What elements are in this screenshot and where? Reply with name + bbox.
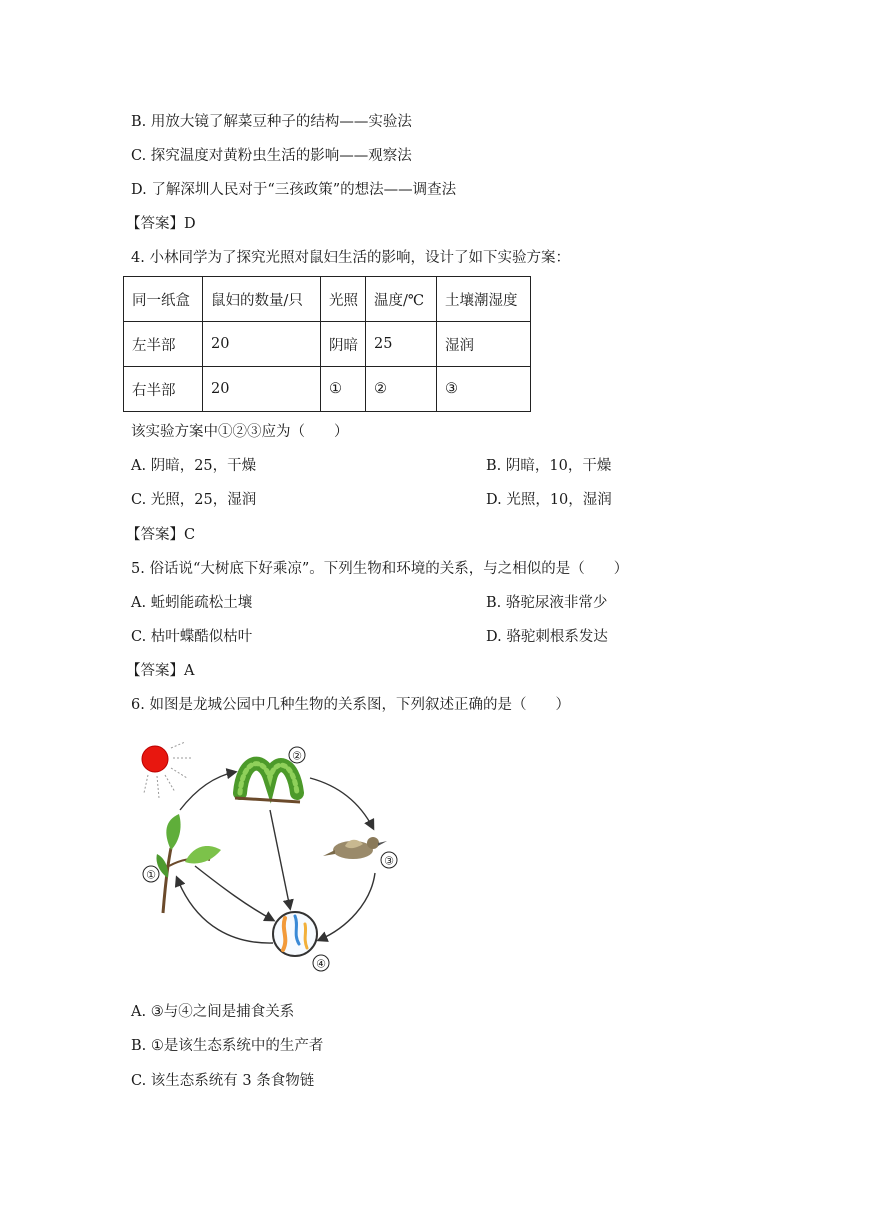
table-header-cell: 鼠妇的数量/只 [203,277,321,322]
table-cell: 阴暗 [321,322,366,367]
table-cell: 20 [203,322,321,367]
q5-option-d: D. 骆驼刺根系发达 [486,629,608,645]
ecosystem-diagram [135,738,405,978]
q6-option-c: C. 该生态系统有 3 条食物链 [131,1073,315,1089]
q4-option-a: A. 阴暗，25，干燥 [131,458,257,474]
table-cell: ① [321,367,366,412]
q5-answer: 【答案】A [126,663,195,679]
q3-option-c: C. 探究温度对黄粉虫生活的影响——观察法 [131,148,412,164]
table-header-row [124,277,531,322]
q4-answer: 【答案】C [126,527,196,543]
figure-label-2 [289,747,305,763]
q4-option-c: C. 光照，25，湿润 [131,492,257,508]
q4-option-b: B. 阴暗，10，干燥 [486,458,612,474]
figure-label-text: ① [146,868,156,882]
table-header-cell: 光照 [321,277,366,322]
figure-label-text: ④ [316,957,326,971]
q3-answer: 【答案】D [126,216,196,232]
q6-option-b: B. ①是该生态系统中的生产者 [131,1038,324,1054]
table-header-cell: 同一纸盒 [124,277,203,322]
bird-icon [323,837,387,859]
table-cell: ② [366,367,437,412]
table-header-cell: 温度/℃ [366,277,437,322]
plant-icon [156,814,221,913]
table-header-cell: 土壤潮湿度 [437,277,531,322]
q5-option-b: B. 骆驼尿液非常少 [486,595,608,611]
q5-option-a: A. 蚯蚓能疏松土壤 [131,595,253,611]
q4-stem: 4. 小林同学为了探究光照对鼠妇生活的影响，设计了如下实验方案： [131,250,570,266]
table-cell: 湿润 [437,322,531,367]
q5-option-c: C. 枯叶蝶酷似枯叶 [131,629,253,645]
figure-label-4 [313,955,329,971]
figure-label-3 [381,852,397,868]
decomposer-icon [273,912,317,956]
figure-label-text: ③ [384,854,394,868]
table-cell: 右半部 [124,367,203,412]
table-row [124,322,531,367]
table-cell: ③ [437,367,531,412]
q4-option-d: D. 光照，10，湿润 [486,492,612,508]
q6-stem: 6. 如图是龙城公园中几种生物的关系图，下列叙述正确的是（ ） [131,697,570,713]
figure-label-text: ② [292,749,302,763]
q3-option-b: B. 用放大镜了解菜豆种子的结构——实验法 [131,114,412,130]
q4-question: 该实验方案中①②③应为（ ） [131,424,349,440]
table-cell: 25 [366,322,437,367]
table-cell: 左半部 [124,322,203,367]
table-cell: 20 [203,367,321,412]
q6-option-a: A. ③与④之间是捕食关系 [131,1004,295,1020]
q5-stem: 5. 俗话说“大树底下好乘凉”。下列生物和环境的关系，与之相似的是（ ） [131,561,629,577]
figure-label-1 [143,866,159,882]
caterpillar-icon [235,764,300,802]
table-row [124,367,531,412]
q3-option-d: D. 了解深圳人民对于“三孩政策”的想法——调查法 [131,182,457,198]
experiment-table [123,276,531,412]
sun-icon [142,742,191,798]
